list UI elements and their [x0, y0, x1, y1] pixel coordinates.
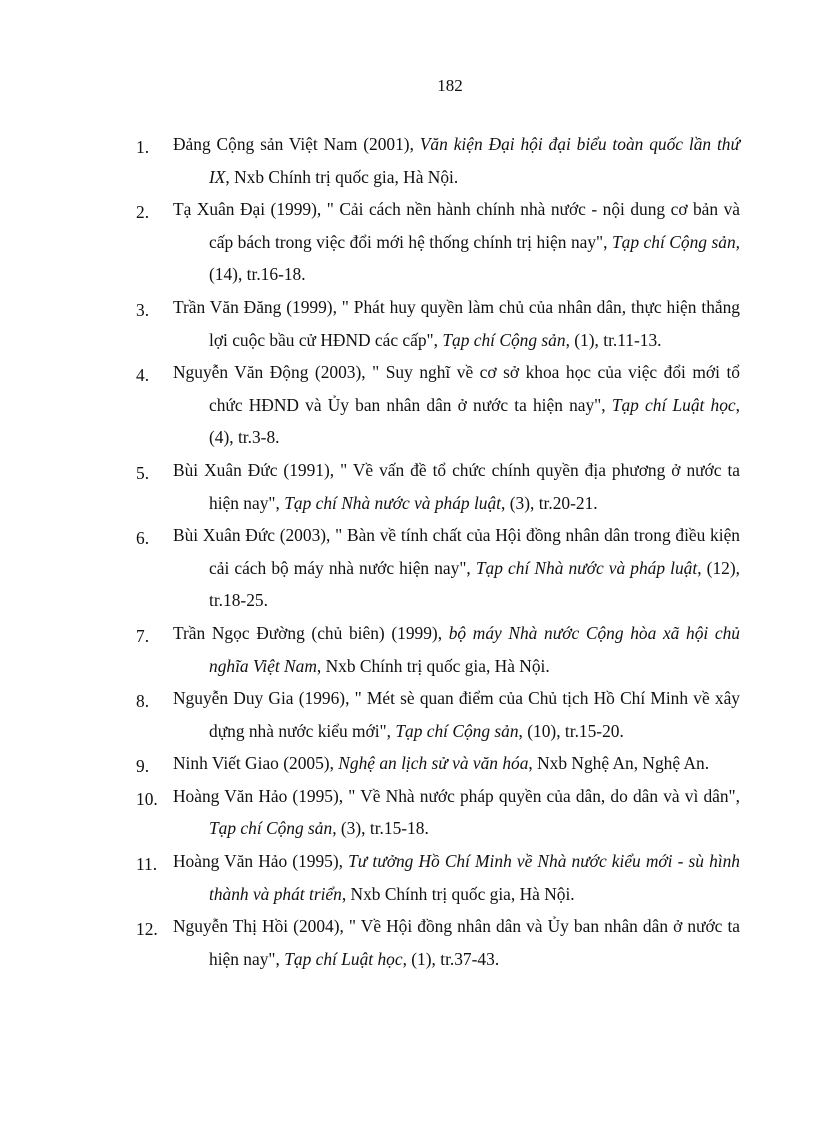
reference-list [136, 128, 740, 975]
reference-item [136, 682, 740, 747]
reference-text [173, 617, 740, 682]
reference-text [173, 747, 740, 780]
reference-text [173, 356, 740, 454]
reference-details: , (1), tr.11-13. [565, 329, 662, 350]
reference-text [173, 291, 740, 356]
reference-title: Nghệ an lịch sử và văn hóa [338, 753, 529, 774]
reference-item [136, 193, 740, 291]
reference-author: Bùi Xuân Đức (1991), " Về vấn đề tổ chức chính quyền địa phương ở nước ta hiện nay", [173, 459, 740, 513]
reference-author: Tạ Xuân Đại (1999), " Cải cách nền hành chính nhà nước - nội dung cơ bản và cấp bách trong việc đổi mới hệ thống chính trị hiện nay", [173, 199, 740, 252]
reference-author: Đảng Cộng sản Việt Nam (2001), [173, 134, 420, 154]
reference-item [136, 747, 740, 780]
reference-details: , (1), tr.37-43. [402, 948, 500, 969]
reference-title: Tạp chí Nhà nước và pháp luật [284, 492, 502, 513]
reference-item [136, 519, 740, 617]
reference-number: 3. [136, 299, 150, 320]
reference-number: 12. [136, 919, 158, 940]
reference-details: , (10), tr.15-20. [518, 720, 624, 741]
reference-title: Văn kiện Đại hội đại biểu toàn quốc lần thứ IX [209, 134, 740, 187]
page-number: 182 [437, 76, 463, 95]
reference-author: Nguyễn Văn Động (2003), " Suy nghĩ về cơ sở khoa học của việc đổi mới tổ chức HĐND và Ủy ban nhân dân ở nước ta hiện nay", [173, 362, 740, 415]
reference-text [173, 910, 740, 975]
reference-text [173, 193, 740, 291]
reference-author: Nguyễn Thị Hồi (2004), " Về Hội đồng nhân dân và Ủy ban nhân dân ở nước ta hiện nay", [173, 916, 740, 969]
reference-item [136, 910, 740, 975]
reference-number: 1. [136, 137, 150, 157]
reference-author: Hoàng Văn Hảo (1995), [173, 851, 349, 872]
reference-number: 8. [136, 691, 150, 712]
reference-text [173, 845, 740, 910]
reference-title: Tạp chí Cộng sản, [209, 818, 337, 839]
reference-details: , (12), tr.18-25. [209, 557, 740, 611]
reference-item [136, 291, 740, 356]
reference-number: 7. [136, 625, 150, 646]
reference-title: Tạp chí Cộng sản, [612, 231, 740, 252]
reference-details: , Nxb Chính trị quốc gia, Hà Nội. [341, 883, 575, 904]
reference-author: Trần Văn Đăng (1999), " Phát huy quyền làm chủ của nhân dân, thực hiện thắng lợi cuộc bầu cử HĐND các cấp", [173, 296, 740, 350]
reference-number: 5. [136, 462, 150, 483]
reference-title: Tạp chí Cộng sản [442, 329, 566, 350]
reference-title: Tạp chí Nhà nước và pháp luật [475, 557, 698, 578]
reference-number: 9. [136, 756, 150, 777]
reference-text [173, 519, 740, 617]
reference-author: Ninh Viết Giao (2005), [173, 753, 339, 774]
reference-text [173, 780, 740, 845]
reference-text [173, 128, 740, 193]
reference-item [136, 845, 740, 910]
reference-title: bộ máy Nhà nước Cộng hòa xã hội chủ nghĩa Việt Nam [209, 622, 740, 676]
reference-item [136, 128, 740, 193]
reference-title: Tư tưởng Hồ Chí Minh về Nhà nước kiểu mới - sù hình thành và phát triển [209, 851, 740, 904]
reference-title: Tạp chí Luật học [284, 948, 403, 969]
reference-details: , Nxb Nghệ An, Nghệ An. [528, 753, 710, 774]
reference-item [136, 356, 740, 454]
reference-author: Hoàng Văn Hảo (1995), " Về Nhà nước pháp quyền của dân, do dân và vì dân", [173, 785, 740, 806]
reference-details: , Nxb Chính trị quốc gia, Hà Nội. [316, 655, 550, 676]
reference-details: , (4), tr.3-8. [209, 394, 740, 448]
reference-details: (3), tr.15-18. [336, 818, 429, 839]
reference-details: (14), tr.16-18. [209, 264, 306, 285]
reference-item [136, 617, 740, 682]
reference-number: 10. [136, 788, 158, 809]
reference-text [173, 454, 740, 519]
reference-title: Tạp chí Luật học [611, 394, 736, 415]
reference-item [136, 780, 740, 845]
reference-item [136, 454, 740, 519]
reference-details: , (3), tr.20-21. [501, 492, 598, 513]
reference-author: Bùi Xuân Đức (2003), " Bàn về tính chất của Hội đồng nhân dân trong điều kiện cải cách bộ máy nhà nước hiện nay", [173, 525, 740, 578]
reference-title: Tạp chí Cộng sản [395, 720, 519, 741]
reference-author: Trần Ngọc Đường (chủ biên) (1999), [173, 622, 449, 643]
reference-text [173, 682, 740, 747]
reference-number: 4. [136, 365, 150, 386]
reference-author: Nguyễn Duy Gia (1996), " Mét sè quan điểm của Chủ tịch Hồ Chí Minh về xây dựng nhà nước kiểu mới", [173, 688, 740, 741]
reference-number: 11. [136, 854, 158, 875]
reference-details: , Nxb Chính trị quốc gia, Hà Nội. [225, 166, 459, 187]
reference-number: 6. [136, 528, 150, 549]
reference-number: 2. [136, 202, 150, 223]
